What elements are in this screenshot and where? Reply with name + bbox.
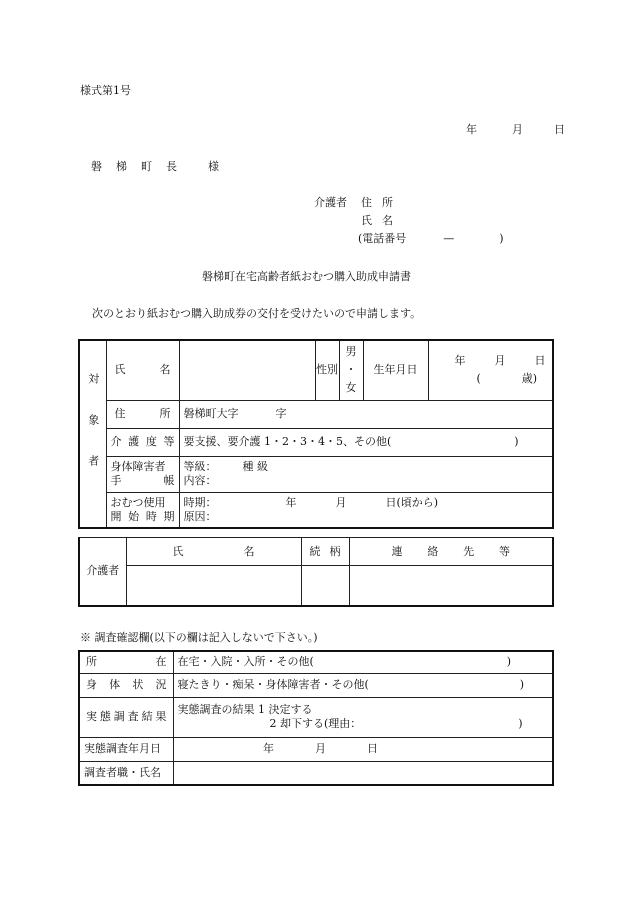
survey-location-label: 所 在: [79, 651, 173, 673]
survey-result-label: 実 態 調 査 結 果: [79, 697, 173, 737]
survey-condition-value: 寝たきり・痴呆・身体障害者・その他( ): [173, 673, 553, 697]
birth-label: 生年月日: [363, 340, 428, 400]
caregiver-relation-value: [301, 566, 349, 606]
date-month: 月: [512, 123, 523, 136]
caregiver-header: 介護者: [79, 538, 126, 606]
sex-label: 性別: [315, 340, 339, 400]
phone-close: ): [499, 232, 504, 245]
applicant-role: 介護者: [314, 196, 347, 209]
date-line: [466, 121, 565, 137]
caregiver-contact-value: [349, 566, 553, 606]
form-title: 磐梯町在宅高齢者紙おむつ購入助成申請書: [202, 270, 411, 283]
subject-name-value: [179, 340, 315, 400]
addressee-honorific: 様: [208, 160, 219, 173]
applicant-name-label: 氏名: [361, 214, 403, 227]
caregiver-table: [78, 537, 554, 607]
care-level-value: 要支援、要介護 1・2・3・4・5、その他( ): [179, 428, 553, 456]
phone-open: (電話番号: [358, 232, 407, 245]
address-value: 磐梯町大字 字: [179, 400, 553, 428]
caregiver-name-value: [126, 566, 301, 606]
survey-condition-label: 身 体 状 況: [79, 673, 173, 697]
diaper-start-label: おむつ使用 開 始 時 期: [106, 492, 179, 528]
caregiver-col-relation: 続 柄: [301, 538, 349, 566]
survey-note: ※ 調査確認欄(以下の欄は記入しないで下さい。): [80, 631, 318, 644]
applicant-address-label: 住所: [361, 196, 403, 209]
subject-header: 対象者: [79, 340, 106, 528]
survey-date-label: 実態調査年月日: [79, 737, 173, 761]
sex-options: 男 ・ 女: [339, 340, 363, 400]
survey-result-value: 実態調査の結果 1 決定する 2 却下する(理由： ): [173, 697, 553, 737]
diaper-start-value: 時期： 年 月 日(頃から) 原因：: [179, 492, 553, 528]
surveyor-value: [173, 761, 553, 785]
birth-value: 年 月 日 ( 歳): [428, 340, 553, 400]
intro-text: 次のとおり紙おむつ購入助成券の交付を受けたいので申請します。: [92, 307, 422, 320]
survey-table: [78, 650, 554, 786]
form-number: 様式第1号: [80, 84, 131, 97]
surveyor-label: 調査者職・氏名: [79, 761, 173, 785]
caregiver-col-name: 氏 名: [126, 538, 301, 566]
survey-location-value: 在宅・入院・入所・その他( ): [173, 651, 553, 673]
addressee-name: 磐梯町長: [91, 160, 191, 173]
applicant-phone: [358, 230, 504, 246]
survey-date-value: 年 月 日: [173, 737, 553, 761]
phone-dash: —: [443, 232, 455, 245]
disability-value: 等級： 種 級 内容：: [179, 456, 553, 492]
date-day: 日: [554, 123, 565, 136]
subject-table: [78, 339, 554, 529]
care-level-label: 介 護 度 等: [106, 428, 179, 456]
caregiver-col-contact: 連 絡 先 等: [349, 538, 553, 566]
addressee: [91, 158, 219, 174]
address-label: 住 所: [106, 400, 179, 428]
disability-label: 身体障害者 手 帳: [106, 456, 179, 492]
subject-name-label: 氏 名: [106, 340, 179, 400]
date-year: 年: [466, 123, 477, 136]
